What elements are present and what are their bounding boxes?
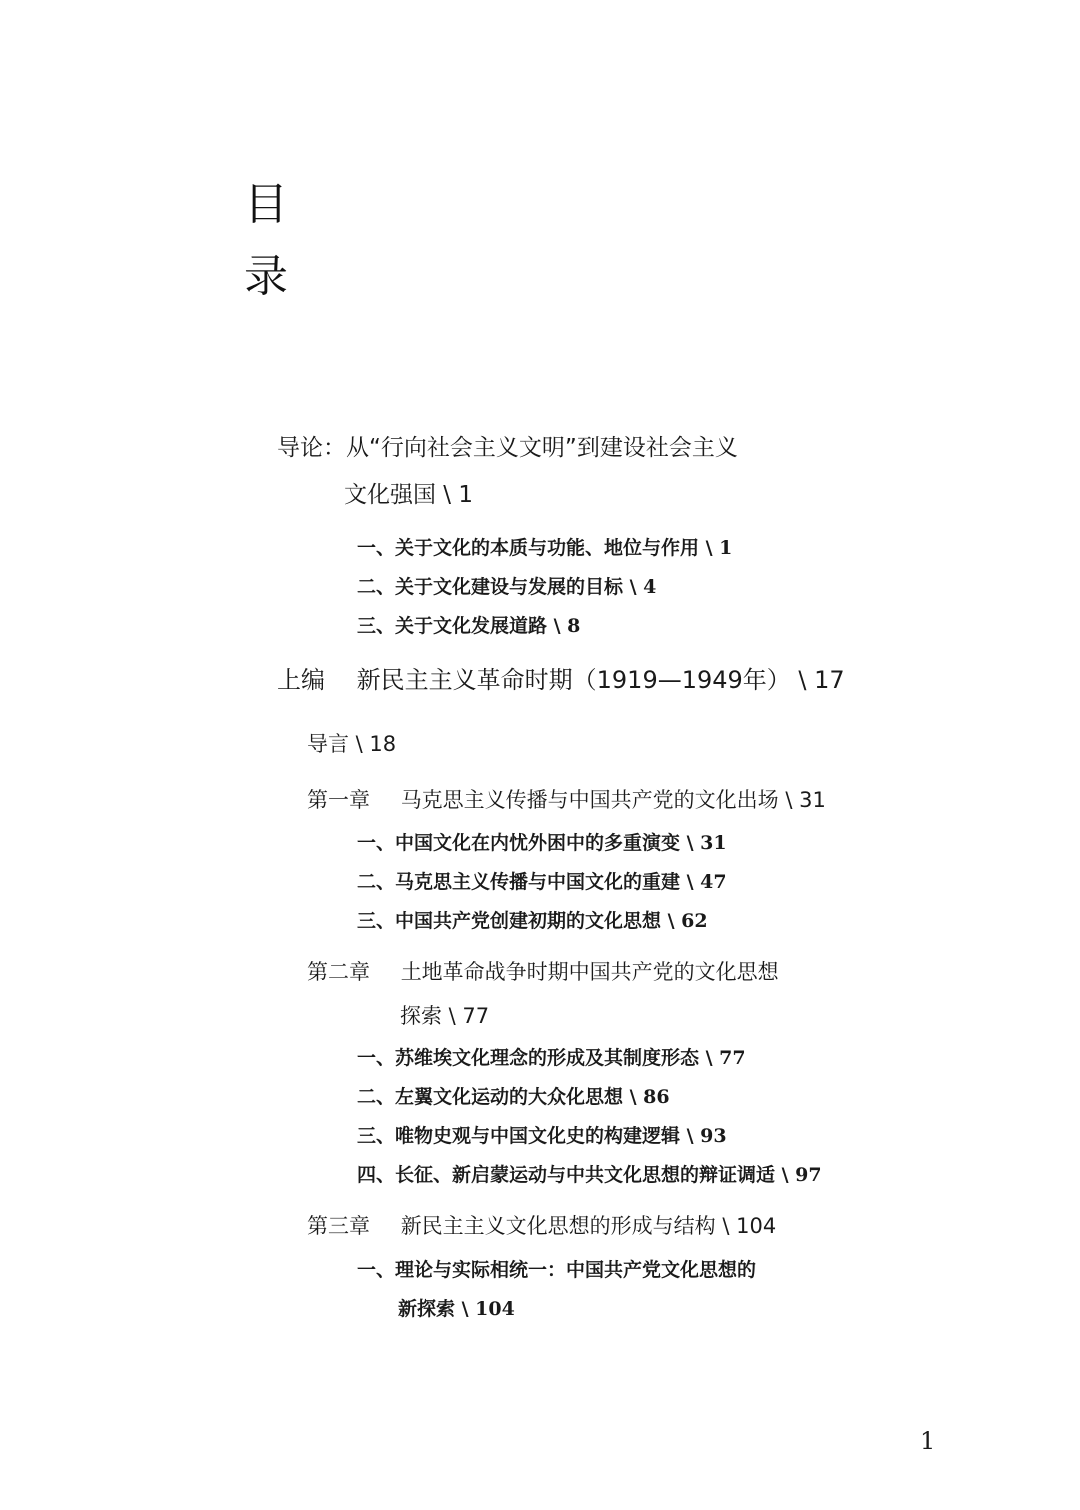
chapter-2-title-line-2: 探索 \ 77 (400, 1004, 490, 1028)
chapter-1-section-2: 二、马克思主义传播与中国文化的重建 \ 47 (357, 871, 727, 893)
chapter-1-section-1: 一、中国文化在内忧外困中的多重演变 \ 31 (357, 832, 727, 854)
toc-title-char-1: 目 (244, 179, 288, 230)
chapter-2-section-1: 一、苏维埃文化理念的形成及其制度形态 \ 77 (357, 1047, 746, 1069)
chapter-1-title: 马克思主义传播与中国共产党的文化出场 \ 31 (400, 788, 826, 812)
intro-section-3: 三、关于文化发展道路 \ 8 (357, 615, 581, 637)
chapter-1-heading (307, 790, 826, 811)
intro-title-line-1: 导论：从“行向社会主义文明”到建设社会主义 (277, 435, 738, 461)
chapter-1-label: 第一章 (307, 788, 370, 812)
intro-section-1: 一、关于文化的本质与功能、地位与作用 \ 1 (357, 537, 733, 559)
part-label: 上编 (277, 666, 325, 694)
chapter-3-label: 第三章 (307, 1214, 370, 1238)
part-heading (277, 668, 845, 692)
intro-title-line-2: 文化强国 \ 1 (344, 482, 474, 508)
part-title: 新民主主义革命时期（1919—1949年） \ 17 (356, 666, 845, 694)
chapter-3-title: 新民主主义文化思想的形成与结构 \ 104 (400, 1214, 777, 1238)
chapter-3-section-1-line-2: 新探索 \ 104 (398, 1298, 515, 1320)
chapter-3-heading (307, 1216, 776, 1237)
chapter-2-title-line-1: 土地革命战争时期中国共产党的文化思想 (400, 960, 779, 984)
chapter-2-section-3: 三、唯物史观与中国文化史的构建逻辑 \ 93 (357, 1125, 727, 1147)
intro-section-2: 二、关于文化建设与发展的目标 \ 4 (357, 576, 657, 598)
chapter-2-section-2: 二、左翼文化运动的大众化思想 \ 86 (357, 1086, 670, 1108)
chapter-2-section-4: 四、长征、新启蒙运动与中共文化思想的辩证调适 \ 97 (357, 1164, 822, 1186)
toc-title-char-2: 录 (244, 251, 288, 302)
chapter-3-section-1-line-1: 一、理论与实际相统一：中国共产党文化思想的 (357, 1259, 757, 1281)
chapter-2-heading (307, 962, 779, 983)
chapter-2-label: 第二章 (307, 960, 370, 984)
page-number: 1 (920, 1427, 936, 1455)
preface-entry: 导言 \ 18 (307, 732, 397, 756)
chapter-1-section-3: 三、中国共产党创建初期的文化思想 \ 62 (357, 910, 708, 932)
